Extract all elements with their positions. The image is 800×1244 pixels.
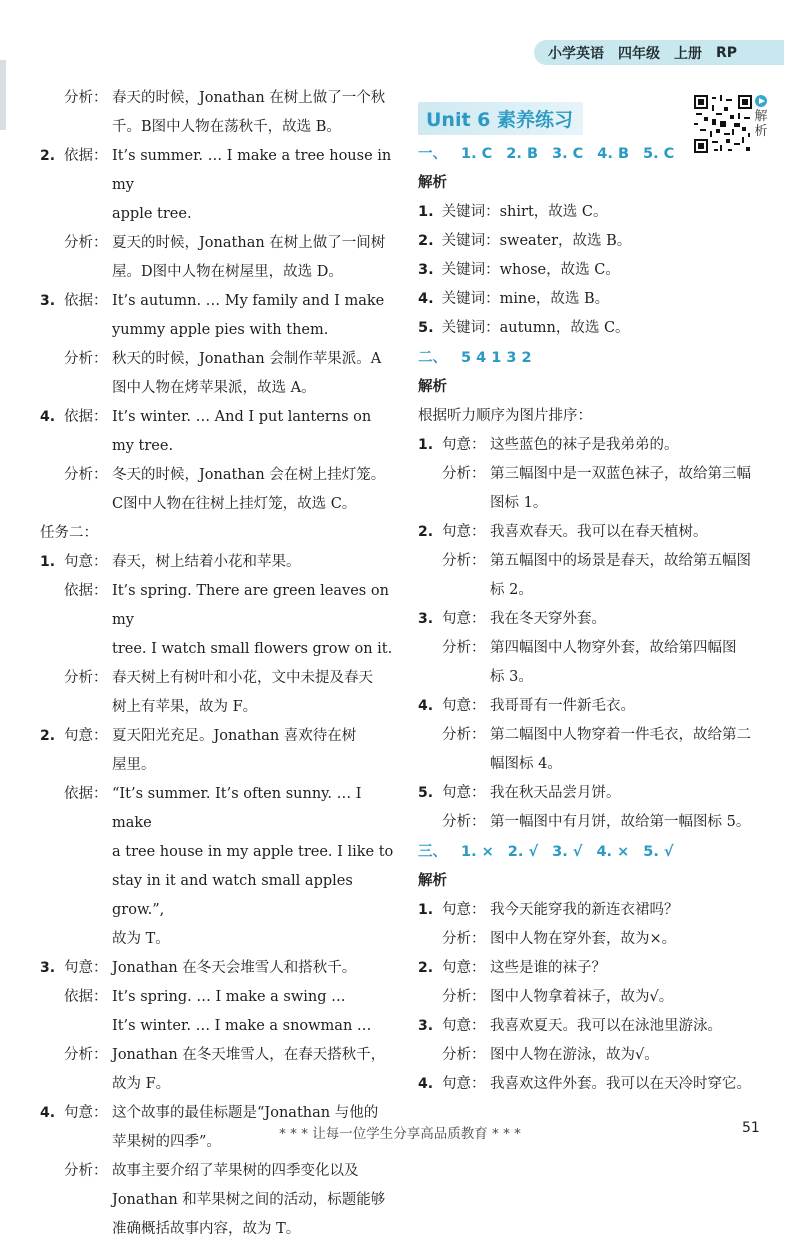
text-line: 图中人物在穿外套，故为×。	[490, 931, 677, 947]
item-label: 分析：	[64, 1163, 108, 1179]
header-grade: 四年级	[618, 45, 660, 62]
keyword-entry	[418, 314, 774, 343]
item-label: 句意：	[64, 960, 108, 976]
text-line: Jonathan 在冬天会堆雪人和搭秋千。	[112, 960, 357, 976]
text-line: 我在秋天品尝月饼。	[490, 785, 621, 801]
answer-item: 1. ×	[461, 844, 494, 860]
text-line: 准确概括故事内容，故为 T。	[112, 1221, 301, 1237]
text-line: It’s autumn. … My family and I make	[112, 293, 385, 309]
item-label: 句意：	[442, 785, 486, 801]
left-entry	[40, 142, 396, 229]
qr-label-char: 解	[754, 109, 768, 124]
text-line: stay in it and watch small apples grow.”,	[112, 873, 353, 918]
answer-item: 5 4 1 3 2	[461, 350, 532, 366]
item-number: 4.	[418, 291, 434, 307]
text-line: 图中人物在游泳，故为√。	[490, 1047, 659, 1063]
right-column	[418, 84, 774, 1099]
answer-item: 4. ×	[596, 844, 630, 860]
analysis-list-2	[418, 431, 774, 837]
item-label: 句意：	[64, 554, 108, 570]
item-label: 依据：	[64, 989, 108, 1005]
item-label: 分析：	[442, 1047, 486, 1063]
item-label: 分析：	[442, 931, 486, 947]
header-volume: 上册	[674, 45, 702, 62]
header-tag	[534, 40, 784, 65]
text-line: 秋天的时候，Jonathan 会制作苹果派。A	[112, 351, 382, 367]
text-line: 千。B图中人物在荡秋千，故选 B。	[112, 119, 341, 135]
answer-item: 1. C	[461, 146, 493, 162]
sort-entry	[418, 808, 774, 837]
keyword-entry	[418, 227, 774, 256]
left-entry	[40, 983, 396, 1041]
text-line: 春天的时候，Jonathan 在树上做了一个秋	[112, 90, 386, 106]
item-label: 句意：	[442, 1018, 486, 1034]
text-line: 幅图标 4。	[490, 756, 562, 772]
text-line: 夏天阳光充足。Jonathan 喜欢待在树	[112, 728, 357, 744]
text-line: 这些蓝色的袜子是我弟弟的。	[490, 437, 679, 453]
text-line: yummy apple pies with them.	[112, 322, 329, 338]
item-label: 句意：	[442, 698, 486, 714]
text-line: 图标 1。	[490, 495, 548, 511]
item-text: 关键词：whose，故选 C。	[441, 262, 620, 278]
item-number: 5.	[418, 320, 434, 336]
sort-entry	[418, 779, 774, 808]
item-label: 分析：	[64, 467, 108, 483]
left-entry	[40, 287, 396, 345]
jiexi-heading-3: 解析	[418, 873, 447, 889]
answer-item: 3. √	[552, 844, 583, 860]
section-head: 三、	[418, 844, 447, 860]
keyword-entry	[418, 198, 774, 227]
text-line: 树上有苹果，故为 F。	[112, 699, 258, 715]
qr-label-char: 析	[754, 124, 768, 139]
item-label: 依据：	[64, 293, 108, 309]
text-line: 屋里。	[112, 757, 156, 773]
text-line: 第二幅图中人物穿着一件毛衣，故给第二	[490, 727, 751, 743]
text-line: 我喜欢夏天。我可以在泳池里游泳。	[490, 1018, 722, 1034]
item-text: 关键词：sweater，故选 B。	[441, 233, 632, 249]
item-label: 分析：	[442, 727, 486, 743]
item-label: 依据：	[64, 409, 108, 425]
keyword-entry	[418, 256, 774, 285]
item-label: 句意：	[442, 524, 486, 540]
left-entry	[40, 577, 396, 664]
left-entry	[40, 84, 396, 142]
text-line: 标 2。	[490, 582, 533, 598]
item-number: 2.	[40, 728, 56, 744]
left-entry	[40, 229, 396, 287]
left-entry	[40, 780, 396, 954]
item-text: 关键词：autumn，故选 C。	[441, 320, 630, 336]
answer-item: 4. B	[597, 146, 629, 162]
judge-entry	[418, 896, 774, 925]
analysis-list-1	[418, 198, 774, 343]
item-label: 分析：	[64, 1047, 108, 1063]
sort-entry	[418, 721, 774, 779]
text-line: 这些是谁的袜子？	[490, 960, 606, 976]
left-heading: 任务二：	[40, 525, 98, 541]
item-label: 分析：	[442, 640, 486, 656]
text-line: 第一幅图中有月饼，故给第一幅图标 5。	[490, 814, 751, 830]
item-number: 1.	[418, 204, 434, 220]
text-line: 这个故事的最佳标题是“Jonathan 与他的	[112, 1105, 379, 1121]
judge-entry	[418, 925, 774, 954]
item-label: 句意：	[64, 1105, 108, 1121]
item-number: 4.	[40, 409, 56, 425]
qr-label	[752, 109, 770, 139]
page-edge-strip	[0, 60, 6, 130]
left-entry	[40, 954, 396, 983]
section-head: 一、	[418, 146, 447, 162]
header-subject: 小学英语	[548, 45, 604, 62]
text-line: 冬天的时候，Jonathan 会在树上挂灯笼。	[112, 467, 386, 483]
item-label: 分析：	[442, 466, 486, 482]
text-line: C图中人物在往树上挂灯笼，故选 C。	[112, 496, 357, 512]
answer-line-section-2	[418, 343, 774, 373]
page-number: 51	[742, 1120, 760, 1136]
left-entry	[40, 461, 396, 519]
text-line: Jonathan 在冬天堆雪人，在春天搭秋千，	[112, 1047, 386, 1063]
text-line: 我哥哥有一件新毛衣。	[490, 698, 635, 714]
answer-item: 3. C	[552, 146, 584, 162]
left-entry	[40, 722, 396, 780]
item-label: 句意：	[64, 728, 108, 744]
text-line: 图中人物拿着袜子，故为√。	[490, 989, 674, 1005]
item-number: 3.	[418, 1018, 434, 1034]
item-label: 分析：	[64, 90, 108, 106]
item-text: 关键词：mine，故选 B。	[441, 291, 610, 307]
item-label: 分析：	[442, 553, 486, 569]
text-line: 第五幅图中的场景是春天，故给第五幅图	[490, 553, 751, 569]
footer-slogan: * * * 让每一位学生分享高品质教育 * * *	[279, 1126, 521, 1142]
unit-title: Unit 6 素养练习	[418, 102, 583, 135]
text-line: 屋。D图中人物在树屋里，故选 D。	[112, 264, 343, 280]
item-label: 句意：	[442, 1076, 486, 1092]
sort-entry	[418, 605, 774, 634]
text-line: a tree house in my apple tree. I like to	[112, 844, 394, 860]
answer-item: 5. C	[643, 146, 675, 162]
text-line: 我今天能穿我的新连衣裙吗？	[490, 902, 679, 918]
text-line: 故事主要介绍了苹果树的四季变化以及	[112, 1163, 359, 1179]
text-line: 图中人物在烤苹果派，故选 A。	[112, 380, 316, 396]
item-number: 4.	[418, 1076, 434, 1092]
item-number: 2.	[418, 233, 434, 249]
item-label: 分析：	[64, 670, 108, 686]
keyword-entry	[418, 285, 774, 314]
text-line: 标 3。	[490, 669, 533, 685]
item-label: 句意：	[442, 902, 486, 918]
analysis-list-3	[418, 896, 774, 1099]
text-line: 第四幅图中人物穿外套，故给第四幅图	[490, 640, 737, 656]
item-text: 关键词：shirt，故选 C。	[441, 204, 608, 220]
item-label: 依据：	[64, 583, 108, 599]
text-line: 春天树上有树叶和小花，文中未提及春天	[112, 670, 373, 686]
text-line: 故为 T。	[112, 931, 170, 947]
sort-entry	[418, 692, 774, 721]
item-number: 1.	[418, 437, 434, 453]
left-entry	[40, 403, 396, 461]
play-icon	[755, 95, 767, 107]
left-entry	[40, 548, 396, 577]
text-line: 春天，树上结着小花和苹果。	[112, 554, 301, 570]
item-label: 分析：	[442, 989, 486, 1005]
item-label: 依据：	[64, 148, 108, 164]
jiexi-heading-1: 解析	[418, 175, 447, 191]
text-line: apple tree.	[112, 206, 192, 222]
sort-entry	[418, 518, 774, 547]
sort-entry	[418, 460, 774, 518]
text-line: It’s spring. … I make a swing …	[112, 989, 346, 1005]
sort-entry	[418, 547, 774, 605]
text-line: “It’s summer. It’s often sunny. … I make	[112, 786, 362, 831]
item-number: 1.	[418, 902, 434, 918]
answer-item: 5. √	[643, 844, 674, 860]
left-column	[40, 84, 396, 1244]
text-line: tree. I watch small flowers grow on it.	[112, 641, 393, 657]
text-line: 第三幅图中是一双蓝色袜子，故给第三幅	[490, 466, 751, 482]
text-line: It’s winter. … And I put lanterns on my tree.	[112, 409, 372, 454]
sort-entry	[418, 431, 774, 460]
qr-code-icon[interactable]	[694, 95, 752, 153]
item-number: 3.	[418, 262, 434, 278]
answer-item: 2. B	[506, 146, 538, 162]
left-entry	[40, 1157, 396, 1244]
item-number: 4.	[418, 698, 434, 714]
judge-entry	[418, 1070, 774, 1099]
judge-entry	[418, 1041, 774, 1070]
sort-entry	[418, 634, 774, 692]
left-entry	[40, 1041, 396, 1099]
judge-entry	[418, 1012, 774, 1041]
text-line: 我喜欢春天。我可以在春天植树。	[490, 524, 708, 540]
item-label: 分析：	[64, 351, 108, 367]
text-line: 夏天的时候，Jonathan 在树上做了一间树	[112, 235, 386, 251]
item-number: 3.	[40, 293, 56, 309]
answer-item: 2. √	[507, 844, 539, 860]
text-line: 故为 F。	[112, 1076, 171, 1092]
item-number: 3.	[40, 960, 56, 976]
sort-intro: 根据听力顺序为图片排序：	[418, 408, 592, 424]
item-number: 2.	[418, 524, 434, 540]
item-label: 依据：	[64, 786, 108, 802]
judge-entry	[418, 954, 774, 983]
item-label: 分析：	[64, 235, 108, 251]
item-number: 1.	[40, 554, 56, 570]
item-number: 2.	[40, 148, 56, 164]
item-label: 分析：	[442, 814, 486, 830]
left-entry	[40, 664, 396, 722]
text-line: 我在冬天穿外套。	[490, 611, 606, 627]
text-line: It’s summer. … I make a tree house in my	[112, 148, 392, 193]
item-number: 2.	[418, 960, 434, 976]
item-label: 句意：	[442, 437, 486, 453]
text-line: It’s winter. … I make a snowman …	[112, 1018, 372, 1034]
text-line: Jonathan 和苹果树之间的活动，标题能够	[112, 1192, 386, 1208]
item-number: 4.	[40, 1105, 56, 1121]
item-number: 3.	[418, 611, 434, 627]
text-line: 苹果树的四季”。	[112, 1134, 221, 1150]
header-edition: RP	[716, 44, 738, 61]
item-label: 句意：	[442, 960, 486, 976]
text-line: It’s spring. There are green leaves on my	[112, 583, 389, 628]
left-entry	[40, 345, 396, 403]
item-number: 5.	[418, 785, 434, 801]
qr-side-label[interactable]	[752, 95, 770, 139]
text-line: 我喜欢这件外套。我可以在天冷时穿它。	[490, 1076, 751, 1092]
answer-line-section-3	[418, 837, 774, 867]
section-head: 二、	[418, 350, 447, 366]
judge-entry	[418, 983, 774, 1012]
item-label: 句意：	[442, 611, 486, 627]
jiexi-heading-2: 解析	[418, 379, 447, 395]
